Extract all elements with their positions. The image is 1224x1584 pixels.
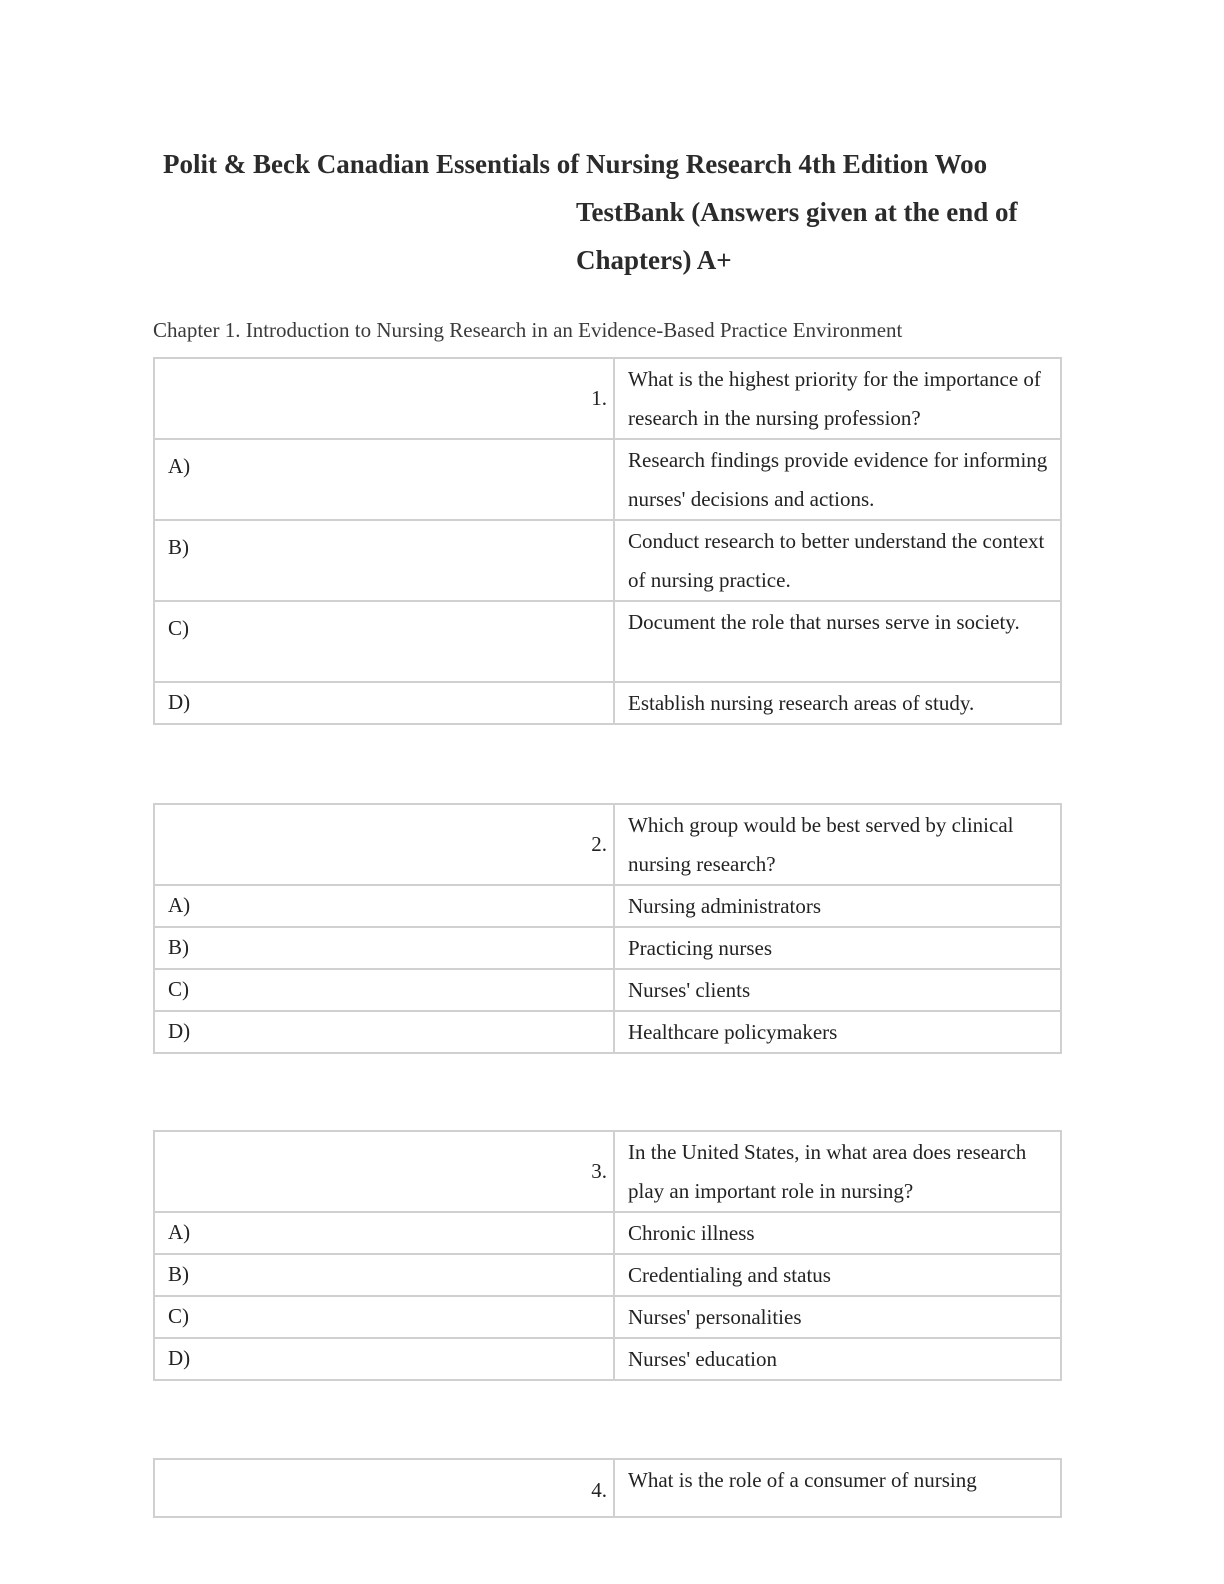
question-text: What is the highest priority for the importance of research in the nursing profession? (614, 358, 1061, 439)
option-text: Nursing administrators (614, 885, 1061, 927)
option-label: C) (154, 1296, 614, 1338)
option-label: B) (154, 520, 614, 601)
option-label: B) (154, 1254, 614, 1296)
option-text: Nurses' clients (614, 969, 1061, 1011)
option-text: Establish nursing research areas of study. (614, 682, 1061, 724)
question-number: 4. (154, 1459, 614, 1517)
option-row (154, 1212, 1061, 1254)
question-table-4 (153, 1458, 1062, 1518)
option-row (154, 439, 1061, 520)
option-text: Conduct research to better understand the context of nursing practice. (614, 520, 1061, 601)
option-text: Practicing nurses (614, 927, 1061, 969)
option-row (154, 969, 1061, 1011)
question-row (154, 1459, 1061, 1517)
option-row (154, 520, 1061, 601)
option-row (154, 682, 1061, 724)
question-number: 3. (154, 1131, 614, 1212)
option-text: Chronic illness (614, 1212, 1061, 1254)
question-table-3 (153, 1130, 1062, 1381)
option-label: D) (154, 682, 614, 724)
option-label: C) (154, 969, 614, 1011)
option-text: Research findings provide evidence for informing nurses' decisions and actions. (614, 439, 1061, 520)
question-number: 1. (154, 358, 614, 439)
chapter-heading: Chapter 1. Introduction to Nursing Research in an Evidence-Based Practice Environment (153, 318, 903, 342)
option-label: B) (154, 927, 614, 969)
question-text: Which group would be best served by clinical nursing research? (614, 804, 1061, 885)
option-label: D) (154, 1338, 614, 1380)
option-label: A) (154, 885, 614, 927)
option-label: C) (154, 601, 614, 682)
option-label: D) (154, 1011, 614, 1053)
question-table-2 (153, 803, 1062, 1054)
option-row (154, 601, 1061, 682)
question-row (154, 358, 1061, 439)
option-row (154, 1338, 1061, 1380)
option-text: Credentialing and status (614, 1254, 1061, 1296)
option-row (154, 927, 1061, 969)
option-label: A) (154, 1212, 614, 1254)
question-table-1 (153, 357, 1062, 725)
option-text: Document the role that nurses serve in society. (614, 601, 1061, 682)
option-text: Nurses' education (614, 1338, 1061, 1380)
title-line-1: Polit & Beck Canadian Essentials of Nursing Research 4th Edition Woo (163, 149, 988, 179)
option-text: Healthcare policymakers (614, 1011, 1061, 1053)
option-text: Nurses' personalities (614, 1296, 1061, 1338)
question-row (154, 1131, 1061, 1212)
question-text: What is the role of a consumer of nursing (614, 1459, 1061, 1517)
question-number: 2. (154, 804, 614, 885)
option-row (154, 1011, 1061, 1053)
document-title (163, 140, 1043, 284)
option-row (154, 1254, 1061, 1296)
option-row (154, 885, 1061, 927)
option-row (154, 1296, 1061, 1338)
option-label: A) (154, 439, 614, 520)
question-text: In the United States, in what area does research play an important role in nursing? (614, 1131, 1061, 1212)
title-line-2: TestBank (Answers given at the end of Chapters) A+ (576, 197, 1018, 275)
question-row (154, 804, 1061, 885)
